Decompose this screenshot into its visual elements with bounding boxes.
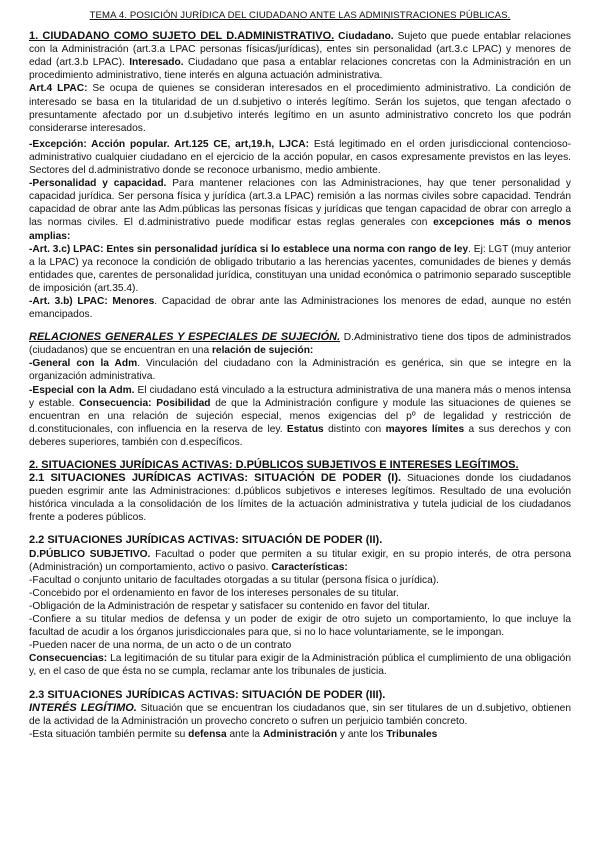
estatus-label: Estatus [286, 423, 324, 435]
section-1-paragraph [29, 30, 571, 82]
section-1-heading: 1. CIUDADANO COMO SUJETO DEL D.ADMINISTRATIVO. [29, 30, 335, 43]
list-item: -Confiere a su titular medios de defensa y un poder de exigir de otro sujeto un comportamiento, lo que incluye la facultad de acudir a los órganos jurisdiccionales para que, si no lo hace voluntariamente, se le impongan. [29, 614, 571, 639]
especial-text-2: de que la Administración configure y module las situaciones de quienes se encuentran en una relación de sujeción especial, menos exigencias del pº de legalidad y restricción de d.constitucionales, con influencia en la reserva de ley. [29, 397, 571, 435]
ciudadano-definition: Sujeto que puede entablar relaciones con la Administración (art.3.a LPAC personas físicas/jurídicas), entes sin personalidad (art.3.c LPAC) y menores de edad (art.3.b LPAC). [29, 31, 571, 69]
administracion-label: Administración [262, 728, 338, 740]
estatus-mid: distinto con [328, 423, 382, 435]
general-paragraph [29, 357, 571, 383]
relaciones-intro-bold: relación de sujeción: [211, 345, 314, 357]
personalidad-tail: excepciones más o menos amplias: [29, 217, 571, 242]
art3b-text: . Capacidad de obrar ante las Administraciones los menores de edad, aunque no estén emancipados. [29, 295, 571, 321]
list-item: -Concebido por el ordenamiento en favor de los intereses personales de su titular. [29, 587, 399, 599]
estatus-tail: a sus derechos y con deberes superiores, también con d.específicos. [29, 423, 571, 448]
excepcion-label: -Excepción: Acción popular. Art.125 CE, art,19.h, LJCA: [29, 138, 310, 150]
consecuencias-text: La legitimación de su titular para exigir de la Administración pública el cumplimiento de una obligación y, en el caso de que ésta no se cumpla, reclamar ante los tribunales de justicia. [29, 653, 571, 678]
art3b-label: -Art. 3.b) LPAC: Menores [29, 295, 155, 307]
art3c-label: -Art. 3.c) LPAC: Entes sin personalidad jurídica si lo establece una norma con rango de ley [29, 243, 469, 255]
tribunales-label: Tribunales [386, 728, 438, 740]
defensa-label: defensa [188, 728, 227, 740]
list-item: -Obligación de la Administración de respetar y satisfacer su contenido en favor del titular. [29, 600, 430, 612]
interes-label: INTERÉS LEGÍTIMO. [29, 701, 137, 714]
art3b-paragraph [29, 295, 571, 321]
especial-text-1: El ciudadano está vinculado a la estructura administrativa de una manera más o menos intensa y estable. [29, 384, 571, 409]
general-label: -General con la Adm [29, 358, 138, 370]
section-2-heading: 2. SITUACIONES JURÍDICAS ACTIVAS: D.PÚBLICOS SUBJETIVOS E INTERESES LEGÍTIMOS. [29, 459, 519, 471]
excepcion-paragraph [29, 138, 571, 177]
art4-paragraph [29, 82, 571, 134]
document-title: TEMA 4. POSICIÓN JURÍDICA DEL CIUDADANO ANTE LAS ADMINISTRACIONES PÚBLICAS. [89, 10, 511, 21]
defensa-pre: -Esta situación también permite su [29, 728, 186, 740]
especial-paragraph [29, 384, 571, 449]
consecuencia-label: Consecuencia: Posibilidad [79, 397, 211, 409]
interes-paragraph [29, 702, 571, 728]
general-text: . Vinculación del ciudadano con la Administración es genérica, sin que se integre en la organización administrativa. [29, 358, 571, 383]
s22-heading-line [29, 534, 571, 547]
interesado-definition: Ciudadano que pasa a entablar relaciones concretas con la Administración en un procedimiento administrativo, tiene interés en alguna actuación administrativa. [29, 57, 572, 82]
defensa-mid-1: ante la [229, 728, 261, 740]
art4-text: Se ocupa de quienes se consideran interesados en el procedimiento administrativo. La condición de interesado se basa en la titularidad de un d.subjetivo o interés legítimo. Serán los sujetos, que tengan afectado o presuntamente afectado por un d.subjetivo interés legítimo en un asunto administrativo concreto los que podrán considerarse interesados. [29, 83, 571, 134]
interes-text: Situación que se encuentran los ciudadanos que, sin ser titulares de un d.subjetivo, obtienen de la actividad de la Administración un provecho concreto o sufren un perjuicio también concreto. [29, 702, 571, 727]
caracteristicas-label: Características: [271, 561, 348, 573]
consecuencias-label: Consecuencias: [29, 653, 108, 665]
relaciones-intro: D.Administrativo tiene dos tipos de administrados (ciudadanos) que se encuentran en una [29, 332, 571, 357]
especial-label: -Especial con la Adm. [29, 384, 135, 396]
s21-paragraph [29, 472, 571, 524]
relaciones-paragraph [29, 331, 571, 357]
relaciones-heading: RELACIONES GENERALES Y ESPECIALES DE SUJECIÓN. [29, 331, 341, 344]
s21-text: Situaciones donde los ciudadanos pueden esgrimir ante las Administraciones: d.públicos subjetivos e intereses legítimos. Resultado de una evolución histórica vinculada a la consolidación de los límites de la actuación administrativa y tutela judicial de los ciudadanos frente a poderes públicos. [29, 473, 571, 524]
consecuencias-paragraph [29, 652, 571, 678]
s22-heading: 2.2 SITUACIONES JURÍDICAS ACTIVAS: SITUACIÓN DE PODER (II). [29, 534, 383, 547]
s23-heading: 2.3 SITUACIONES JURÍDICAS ACTIVAS: SITUACIÓN DE PODER (III). [29, 688, 386, 701]
art3c-text: . Ej: LGT (muy anterior a la LPAC) ya reconoce la condición de obligado tributario a las herencias yacentes, comunidades de bienes y demás entidades que, carentes de personalidad jurídica, constituyan una unidad económica o patrimonio separado susceptible de imposición (art.35.4). [29, 243, 571, 294]
list-item: -Pueden nacer de una norma, de un acto o de un contrato [29, 640, 292, 652]
s23-heading-line [29, 689, 571, 702]
dps-text: Facultad o poder que permiten a su titular exigir, en su propio interés, de otra persona (Administración) un comportamiento, activo o pasivo. [29, 548, 571, 573]
art4-label: Art.4 LPAC: [29, 83, 88, 95]
dps-label: D.PÚBLICO SUBJETIVO. [29, 548, 151, 560]
defensa-paragraph [29, 728, 571, 741]
art3c-paragraph [29, 243, 571, 295]
interesado-term: Interesado. [129, 57, 184, 69]
personalidad-paragraph [29, 177, 571, 242]
personalidad-text: Para mantener relaciones con las Administraciones, hay que tener personalidad y capacidad jurídica. Ser persona física y jurídica (art.3.a LPAC) remisión a las normas civiles sobre capacidad. Tendrán capacidad de obrar ante las Adm.públicas las personas físicas y jurídicas que tengan capacidad de obrar con arreglo a las normas civiles. El d.administrativo puede modificar estas reglas generales con [29, 178, 571, 229]
excepcion-text: Está legitimado en el orden jurisdiccional contencioso-administrativo cualquier ciudadano en el ejercicio de la acción popular, en casos expresamente previstos en las leyes. Sectores del d.administrativo donde se reconoce urbanismo, medio ambiente. [29, 138, 571, 177]
personalidad-label: -Personalidad y capacidad. [29, 178, 167, 190]
section-2-heading-line [29, 459, 571, 472]
defensa-mid-2: y ante los [339, 728, 384, 740]
dps-paragraph [29, 548, 571, 574]
mayores-limites-label: mayores límites [385, 423, 465, 435]
list-item: -Facultad o conjunto unitario de facultades otorgadas a su titular (persona física o jurídica). [29, 574, 439, 586]
ciudadano-term: Ciudadano. [338, 31, 394, 43]
s21-heading: 2.1 SITUACIONES JURÍDICAS ACTIVAS: SITUACIÓN DE PODER (I). [29, 472, 402, 485]
